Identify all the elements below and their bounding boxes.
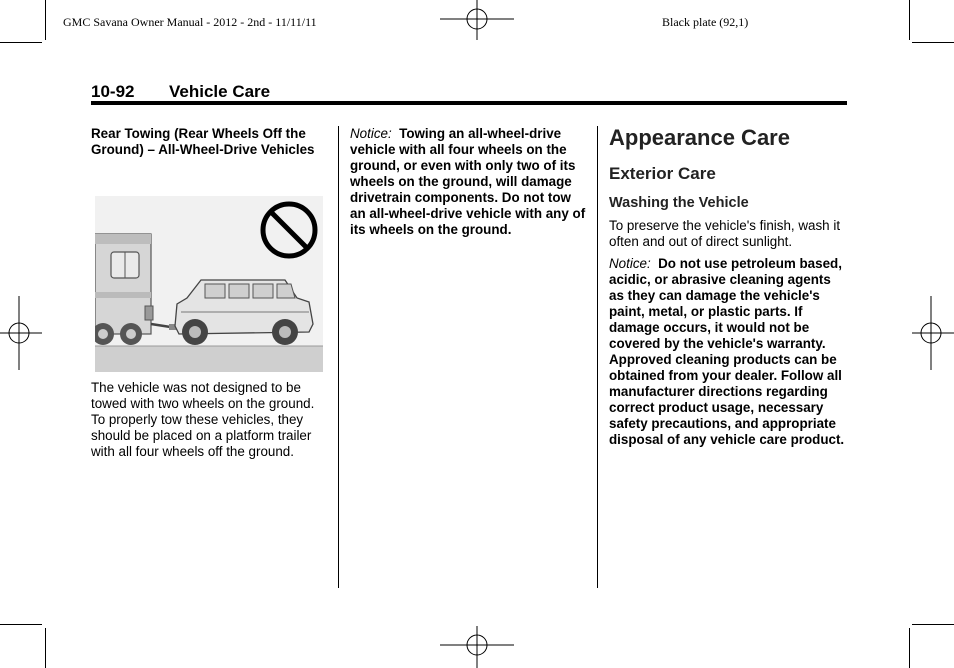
crop-mark — [45, 628, 46, 668]
towing-illustration — [95, 196, 323, 372]
registration-mark-icon — [0, 296, 42, 370]
notice-text: Towing an all-wheel-drive vehicle with all four wheels on the ground, or even with only two of its wheels on the ground, will damage drivetrain components. Do not tow an all-wheel-drive vehicle with any of its wheels on the ground. — [350, 126, 586, 237]
registration-mark-icon — [440, 626, 514, 668]
heading-washing-vehicle: Washing the Vehicle — [609, 195, 749, 211]
crop-mark — [912, 624, 954, 625]
body-paragraph: To preserve the vehicle's finish, wash it often and out of direct sunlight. — [609, 218, 841, 249]
column-2 — [350, 126, 590, 238]
crop-mark — [0, 624, 42, 625]
crop-mark — [909, 0, 910, 40]
section-title: Vehicle Care — [169, 82, 271, 101]
notice-label: Notice: — [350, 126, 392, 141]
registration-mark-icon — [440, 0, 514, 42]
notice-text: Do not use petroleum based, acidic, or abrasive cleaning agents as they can damage the vehicle's paint, metal, or plastic parts. If damage occurs, it would not be covered by the vehicle's warranty. Approved cleaning products can be obtained from your dealer. Follow all manufacturer directions regarding correct product usage, necessary safety precautions, and appropriate disposal of any vehicle care product. — [609, 256, 845, 447]
column-rule — [597, 126, 598, 588]
column-3 — [609, 126, 849, 448]
slug-right: Black plate (92,1) — [662, 15, 749, 29]
figure-caption: Rear Towing (Rear Wheels Off the Ground) – All-Wheel-Drive Vehicles — [91, 126, 315, 157]
heading-appearance-care: Appearance Care — [609, 125, 790, 150]
crop-mark — [912, 42, 954, 43]
notice-block — [609, 256, 849, 448]
slug-left: GMC Savana Owner Manual - 2012 - 2nd - 11/11/11 — [63, 15, 317, 29]
page-number: 10-92 — [91, 82, 135, 101]
crop-mark — [0, 42, 42, 43]
notice-label: Notice: — [609, 256, 651, 271]
crop-mark — [909, 628, 910, 668]
body-paragraph: The vehicle was not designed to be towed with two wheels on the ground. To properly tow these vehicles, they should be placed on a platform trailer with all four wheels off the ground. — [91, 380, 315, 459]
running-header — [91, 81, 847, 105]
column-rule — [338, 126, 339, 588]
registration-mark-icon — [912, 296, 954, 370]
heading-exterior-care: Exterior Care — [609, 164, 716, 183]
crop-mark — [45, 0, 46, 40]
